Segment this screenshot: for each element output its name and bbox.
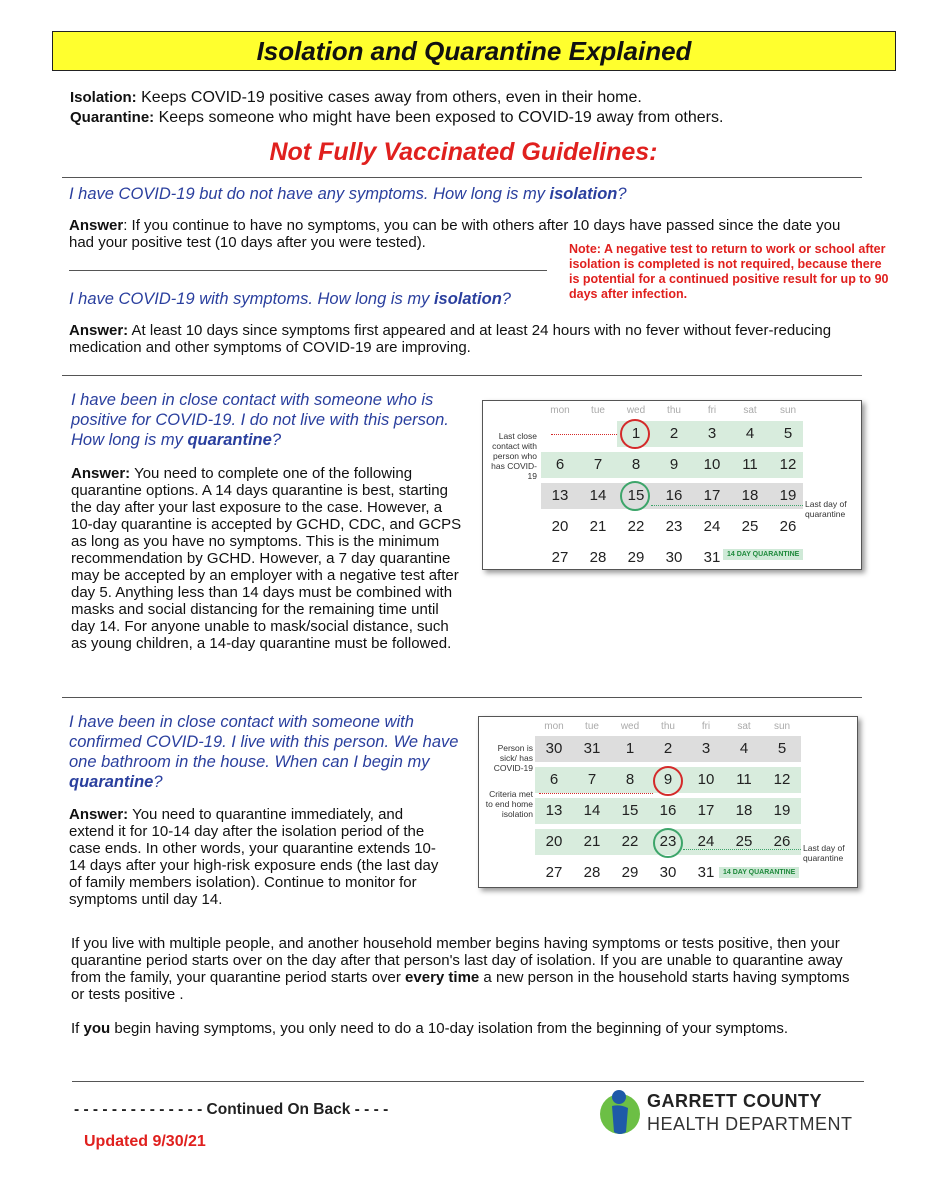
logo-dept-name: HEALTH DEPARTMENT	[647, 1114, 853, 1134]
calendar-day: 31	[703, 549, 721, 566]
dow-label: thu	[667, 405, 681, 416]
calendar-day: 3	[707, 425, 717, 442]
dow-label: sun	[779, 405, 797, 416]
updated-date: Updated 9/30/21	[84, 1133, 206, 1150]
calendar-day: 23	[659, 833, 677, 850]
question-3: I have been in close contact with someone who is positive for COVID-19. I do not live with this person. How long is my quarantine?	[71, 391, 449, 449]
calendar-day: 19	[779, 487, 797, 504]
household-paragraph: If you live with multiple people, and another household member begins having symptoms or tests positive, then your quarantine period starts over on the day after that person's last day of isolation. If you are unable to quarantine away from the family, your quarantine period starts over every time a new person in the household starts having symptoms or tests positive .	[71, 935, 850, 1003]
calendar-day: 27	[551, 549, 569, 566]
calendar-day: 26	[773, 833, 791, 850]
calendar-day: 27	[545, 864, 563, 881]
quarantine-badge: 14 DAY QUARANTINE	[723, 549, 803, 560]
calendar-day: 23	[665, 518, 683, 535]
calendar-day: 29	[621, 864, 639, 881]
calendar-day: 8	[625, 771, 635, 788]
page-title: Isolation and Quarantine Explained	[52, 31, 896, 71]
calendar-no-live-with	[482, 400, 862, 570]
end-quarantine-circle	[620, 481, 650, 511]
calendar-day: 31	[697, 864, 715, 881]
calendar-day: 2	[669, 425, 679, 442]
calendar-day: 10	[703, 456, 721, 473]
divider	[69, 270, 547, 271]
question-1: I have COVID-19 but do not have any symptoms. How long is my isolation?	[69, 185, 627, 203]
dow-label: tue	[591, 405, 605, 416]
dow-label: fri	[707, 405, 717, 416]
dow-label: fri	[701, 721, 711, 732]
calendar-day: 16	[665, 487, 683, 504]
answer-2: Answer: At least 10 days since symptoms first appeared and at least 24 hours with no fever without fever-reducing medication and other symptoms of COVID-19 are improving.	[69, 322, 832, 356]
calendar-day: 1	[631, 425, 641, 442]
divider	[62, 177, 862, 178]
calendar-day: 19	[773, 802, 791, 819]
question-2: I have COVID-19 with symptoms. How long is my isolation?	[69, 290, 511, 308]
calendar-day: 22	[621, 833, 639, 850]
definition-quarantine: Quarantine: Keeps someone who might have been exposed to COVID-19 away from others.	[70, 109, 724, 126]
calendar-day: 20	[551, 518, 569, 535]
calendar-day: 17	[703, 487, 721, 504]
calendar-day: 7	[587, 771, 597, 788]
calendar-day: 3	[701, 740, 711, 757]
criteria-arrow	[539, 793, 653, 794]
calendar-day: 10	[697, 771, 715, 788]
calendar-day: 4	[739, 740, 749, 757]
last-day-label: Last day of quarantine	[805, 499, 847, 519]
end-quarantine-circle	[653, 828, 683, 858]
last-day-label: Last day of quarantine	[803, 843, 845, 863]
gchd-logo-icon	[598, 1088, 642, 1138]
calendar-day: 31	[583, 740, 601, 757]
dow-label: sun	[773, 721, 791, 732]
calendar-day: 6	[549, 771, 559, 788]
dow-label: thu	[661, 721, 675, 732]
quarantine-badge: 14 DAY QUARANTINE	[719, 867, 799, 878]
calendar-day: 22	[627, 518, 645, 535]
last-day-arrow	[683, 849, 801, 850]
dow-label: wed	[620, 721, 640, 732]
calendar-day: 11	[736, 771, 752, 788]
isolation-end-circle	[653, 766, 683, 796]
calendar-day: 15	[627, 487, 645, 504]
dow-label: wed	[626, 405, 646, 416]
calendar-day: 11	[742, 456, 758, 473]
calendar-day: 25	[741, 518, 759, 535]
divider	[72, 1081, 864, 1082]
calendar-day: 12	[779, 456, 797, 473]
note: Note: A negative test to return to work or school after isolation is completed is not required, because there is potential for a continued positive result for up to 90 days after infection.	[569, 242, 889, 301]
sick-label: Person is sick/ has COVID-19	[493, 743, 533, 773]
calendar-day: 21	[589, 518, 607, 535]
definition-isolation: Isolation: Keeps COVID-19 positive cases away from others, even in their home.	[70, 89, 642, 106]
calendar-day: 30	[545, 740, 563, 757]
calendar-day: 4	[745, 425, 755, 442]
calendar-day: 1	[625, 740, 635, 757]
dow-label: tue	[585, 721, 599, 732]
calendar-day: 5	[783, 425, 793, 442]
calendar-day: 18	[741, 487, 759, 504]
dow-label: mon	[544, 721, 564, 732]
calendar-day: 5	[777, 740, 787, 757]
dow-label: sat	[743, 405, 757, 416]
answer-3: Answer: You need to complete one of the following quarantine options. A 14 days quarantine is best, starting the day after your last exposure to the case. However, a 10-day quarantine is accepted by GCHD, CDC, and GCPS as long as you have no symptoms. This is the minimum recommendation by GCHD. However, a 7 day quarantine may be accepted by an employer with a negative test after day 5. Anything less than 14 days must be combined with masks and social distancing for the remaining time until day 14. For anyone unable to mask/social distance, such as young children, a 14-day quarantine must be followed.	[71, 465, 462, 652]
exposure-circle	[620, 419, 650, 449]
calendar-day: 26	[779, 518, 797, 535]
calendar-day: 8	[631, 456, 641, 473]
calendar-live-with	[478, 716, 858, 888]
calendar-day: 18	[735, 802, 753, 819]
criteria-label: Criteria met to end home isolation	[485, 789, 533, 819]
symptoms-paragraph: If you begin having symptoms, you only need to do a 10-day isolation from the beginning of your symptoms.	[71, 1020, 789, 1037]
calendar-day: 13	[551, 487, 569, 504]
calendar-day: 14	[589, 487, 607, 504]
calendar-day: 15	[621, 802, 639, 819]
calendar-day: 28	[583, 864, 601, 881]
exposure-arrow	[551, 434, 617, 435]
guidelines-heading: Not Fully Vaccinated Guidelines:	[269, 138, 658, 166]
calendar-day: 12	[773, 771, 791, 788]
dow-label: sat	[737, 721, 751, 732]
calendar-day: 21	[583, 833, 601, 850]
calendar-day: 24	[703, 518, 721, 535]
calendar-day: 9	[669, 456, 679, 473]
calendar-day: 30	[659, 864, 677, 881]
calendar-day: 2	[663, 740, 673, 757]
logo-org-name: GARRETT COUNTY	[647, 1091, 822, 1111]
calendar-day: 17	[697, 802, 715, 819]
calendar-day: 24	[697, 833, 715, 850]
calendar-day: 9	[663, 771, 673, 788]
last-day-arrow	[651, 505, 803, 506]
calendar-day: 13	[545, 802, 563, 819]
calendar-day: 29	[627, 549, 645, 566]
last-contact-label: Last close contact with person who has COVID-19	[491, 431, 537, 481]
calendar-day: 16	[659, 802, 677, 819]
dow-label: mon	[550, 405, 570, 416]
calendar-day: 20	[545, 833, 563, 850]
calendar-day: 30	[665, 549, 683, 566]
continued-on-back: - - - - - - - - - - - - - - Continued On Back - - - -	[74, 1101, 389, 1118]
calendar-day: 6	[555, 456, 565, 473]
divider	[62, 697, 862, 698]
calendar-day: 14	[583, 802, 601, 819]
question-4: I have been in close contact with someone with confirmed COVID-19. I live with this person. We have one bathroom in the house. When can I begin my quarantine?	[69, 713, 459, 791]
answer-4: Answer: You need to quarantine immediately, and extend it for 10-14 day after the isolation period of the case ends. In other words, your quarantine extends 10-14 days after your high-risk exposure ends (the last day of family members isolation). Continue to monitor for symptoms until day 14.	[69, 806, 439, 908]
calendar-day: 28	[589, 549, 607, 566]
answer-1: Answer: If you continue to have no symptoms, you can be with others after 10 days have passed since the date you had your positive test (10 days after you were tested).	[69, 217, 841, 251]
calendar-day: 25	[735, 833, 753, 850]
calendar-day: 7	[593, 456, 603, 473]
divider	[62, 375, 862, 376]
